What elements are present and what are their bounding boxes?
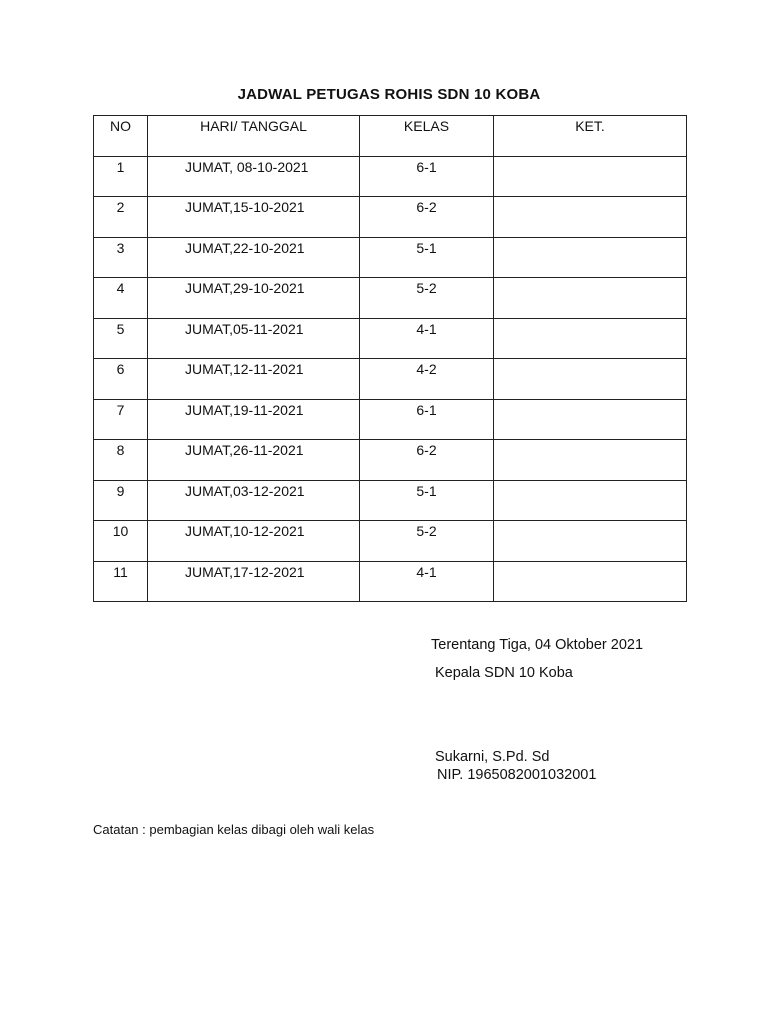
cell-ket xyxy=(494,197,687,238)
table-row xyxy=(94,521,687,562)
cell-ket xyxy=(494,399,687,440)
footnote: Catatan : pembagian kelas dibagi oleh wali kelas xyxy=(93,822,375,837)
cell-no: 3 xyxy=(94,237,148,278)
cell-date: JUMAT,26-11-2021 xyxy=(148,440,360,481)
table-row xyxy=(94,480,687,521)
cell-class: 4-1 xyxy=(360,318,494,359)
cell-class: 5-2 xyxy=(360,278,494,319)
cell-ket xyxy=(494,359,687,400)
header-ket: KET. xyxy=(494,116,687,157)
signature-nip: NIP. 1965082001032001 xyxy=(437,767,597,783)
table-row xyxy=(94,399,687,440)
cell-date: JUMAT,19-11-2021 xyxy=(148,399,360,440)
cell-no: 1 xyxy=(94,156,148,197)
signature-role: Kepala SDN 10 Koba xyxy=(435,665,573,681)
cell-ket xyxy=(494,318,687,359)
cell-ket xyxy=(494,237,687,278)
cell-ket xyxy=(494,561,687,602)
signature-place-date: Terentang Tiga, 04 Oktober 2021 xyxy=(431,637,644,653)
header-date: HARI/ TANGGAL xyxy=(148,116,360,157)
cell-ket xyxy=(494,278,687,319)
table-header-row xyxy=(94,116,687,157)
cell-class: 6-1 xyxy=(360,399,494,440)
cell-ket xyxy=(494,521,687,562)
table-row xyxy=(94,440,687,481)
cell-date: JUMAT,15-10-2021 xyxy=(148,197,360,238)
cell-no: 8 xyxy=(94,440,148,481)
header-no: NO xyxy=(94,116,148,157)
table-row xyxy=(94,197,687,238)
cell-ket xyxy=(494,480,687,521)
cell-no: 9 xyxy=(94,480,148,521)
cell-class: 5-2 xyxy=(360,521,494,562)
cell-class: 6-2 xyxy=(360,440,494,481)
table-row xyxy=(94,237,687,278)
table-row xyxy=(94,156,687,197)
cell-no: 5 xyxy=(94,318,148,359)
cell-date: JUMAT,22-10-2021 xyxy=(148,237,360,278)
cell-class: 5-1 xyxy=(360,237,494,278)
cell-no: 10 xyxy=(94,521,148,562)
table-row xyxy=(94,318,687,359)
cell-date: JUMAT,10-12-2021 xyxy=(148,521,360,562)
signature-name: Sukarni, S.Pd. Sd xyxy=(435,749,550,765)
cell-no: 2 xyxy=(94,197,148,238)
table-row xyxy=(94,278,687,319)
cell-date: JUMAT,12-11-2021 xyxy=(148,359,360,400)
cell-no: 7 xyxy=(94,399,148,440)
cell-class: 4-2 xyxy=(360,359,494,400)
cell-date: JUMAT,03-12-2021 xyxy=(148,480,360,521)
cell-date: JUMAT,29-10-2021 xyxy=(148,278,360,319)
document-title: JADWAL PETUGAS ROHIS SDN 10 KOBA xyxy=(237,86,541,103)
cell-class: 6-2 xyxy=(360,197,494,238)
cell-ket xyxy=(494,156,687,197)
cell-no: 11 xyxy=(94,561,148,602)
cell-no: 4 xyxy=(94,278,148,319)
cell-class: 6-1 xyxy=(360,156,494,197)
cell-class: 5-1 xyxy=(360,480,494,521)
cell-date: JUMAT,17-12-2021 xyxy=(148,561,360,602)
cell-date: JUMAT, 08-10-2021 xyxy=(148,156,360,197)
table-row xyxy=(94,359,687,400)
table-row xyxy=(94,561,687,602)
cell-no: 6 xyxy=(94,359,148,400)
cell-date: JUMAT,05-11-2021 xyxy=(148,318,360,359)
cell-class: 4-1 xyxy=(360,561,494,602)
header-class: KELAS xyxy=(360,116,494,157)
cell-ket xyxy=(494,440,687,481)
schedule-table xyxy=(93,115,687,602)
